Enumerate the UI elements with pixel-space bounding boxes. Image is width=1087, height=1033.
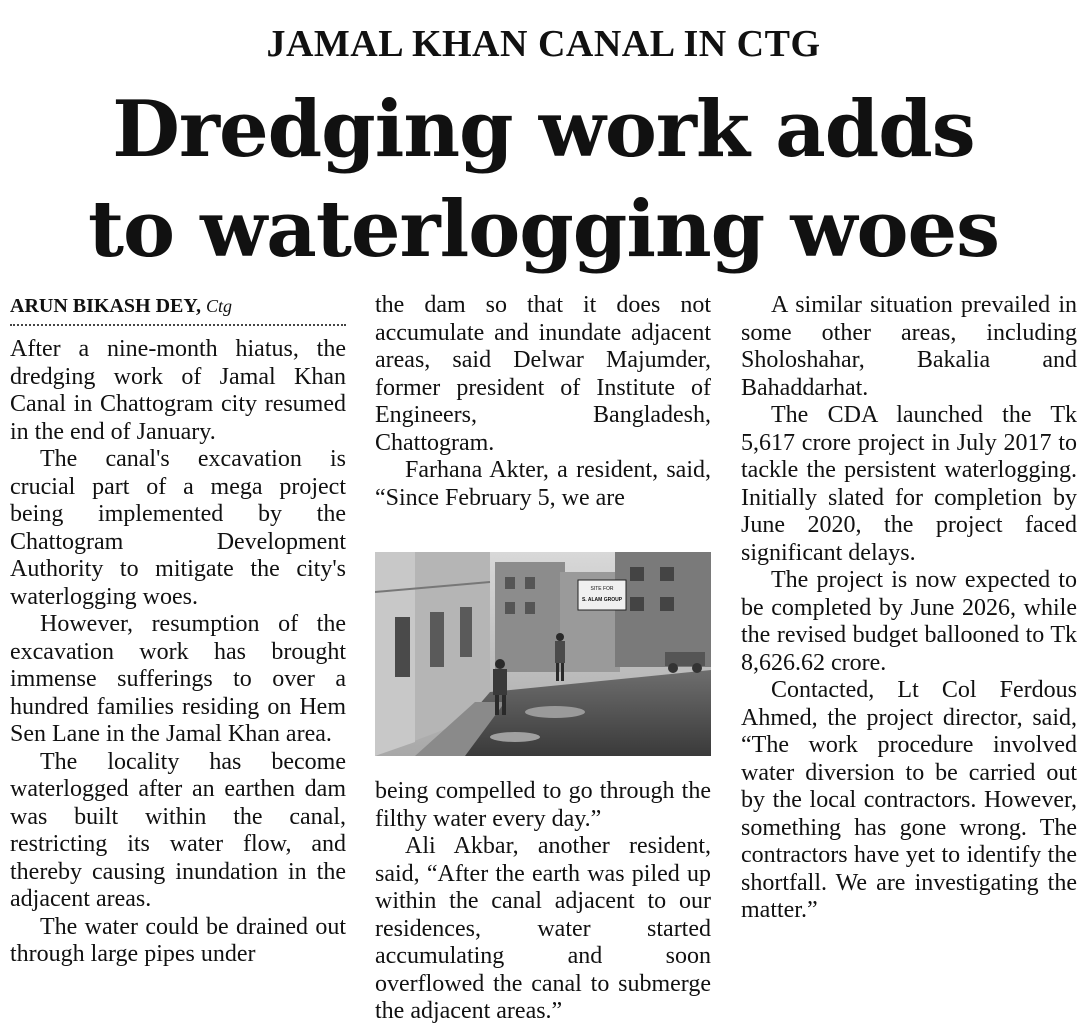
column-3 <box>741 292 1077 925</box>
column-2 <box>375 292 711 1026</box>
photo-sign-line-2: S. ALAM GROUP <box>581 597 623 603</box>
news-photo <box>375 552 711 756</box>
paragraph: The water could be drained out through large pipes under <box>10 913 346 967</box>
byline <box>10 292 346 326</box>
photo-sign-line-1: SITE FOR <box>590 586 614 592</box>
paragraph: After a nine-month hiatus, the dredging work of Jamal Khan Canal in Chattogram city resumed in the end of January. <box>10 336 346 445</box>
headline-line-1: Dredging work adds <box>112 84 975 175</box>
paragraph: Contacted, Lt Col Ferdous Ahmed, the project director, said, “The work procedure involved water diversion to be carried out by the local contractors. However, something has gone wrong. The contractors have yet to identify the shortfall. We are investigating the matter.” <box>741 677 1077 923</box>
paragraph: However, resumption of the excavation work has brought immense sufferings to over a hundred families residing on Hem Sen Lane in the Jamal Khan area. <box>10 611 346 747</box>
paragraph: The canal's excavation is crucial part of a mega project being implemented by the Chattogram Development Authority to mitigate the city's waterlogging woes. <box>10 446 346 610</box>
paragraph: the dam so that it does not accumulate and inundate adjacent areas, said Delwar Majumder, former president of Institute of Engineers, Bangladesh, Chattogram. <box>375 292 711 456</box>
paragraph: The locality has become waterlogged after an earthen dam was built within the canal, restricting its water flow, and thereby causing inundation in the adjacent areas. <box>10 748 346 912</box>
headline <box>0 80 1087 280</box>
paragraph: The CDA launched the Tk 5,617 crore project in July 2017 to tackle the persistent waterlogging. Initially slated for completion by June 2020, the project faced significant delays. <box>741 402 1077 566</box>
headline-line-2: to waterlogging woes <box>87 184 1000 275</box>
paragraph: The project is now expected to be completed by June 2026, while the revised budget ballooned to Tk 8,626.62 crore. <box>741 567 1077 676</box>
byline-location: Ctg <box>205 296 232 316</box>
paragraph: Farhana Akter, a resident, said, “Since February 5, we are <box>375 457 711 511</box>
paragraph: Ali Akbar, another resident, said, “After the earth was piled up within the canal adjacent to our residences, water started accumulating and soon overflowed the canal to submerge the adjacent areas.” <box>375 833 711 1024</box>
paragraph: being compelled to go through the filthy water every day.” <box>375 778 711 832</box>
column-1 <box>10 292 346 969</box>
paragraph: A similar situation prevailed in some other areas, including Sholoshahar, Bakalia and Bahaddarhat. <box>741 292 1077 401</box>
kicker: JAMAL KHAN CANAL IN CTG <box>266 23 821 65</box>
byline-author: ARUN BIKASH DEY, <box>10 295 201 317</box>
